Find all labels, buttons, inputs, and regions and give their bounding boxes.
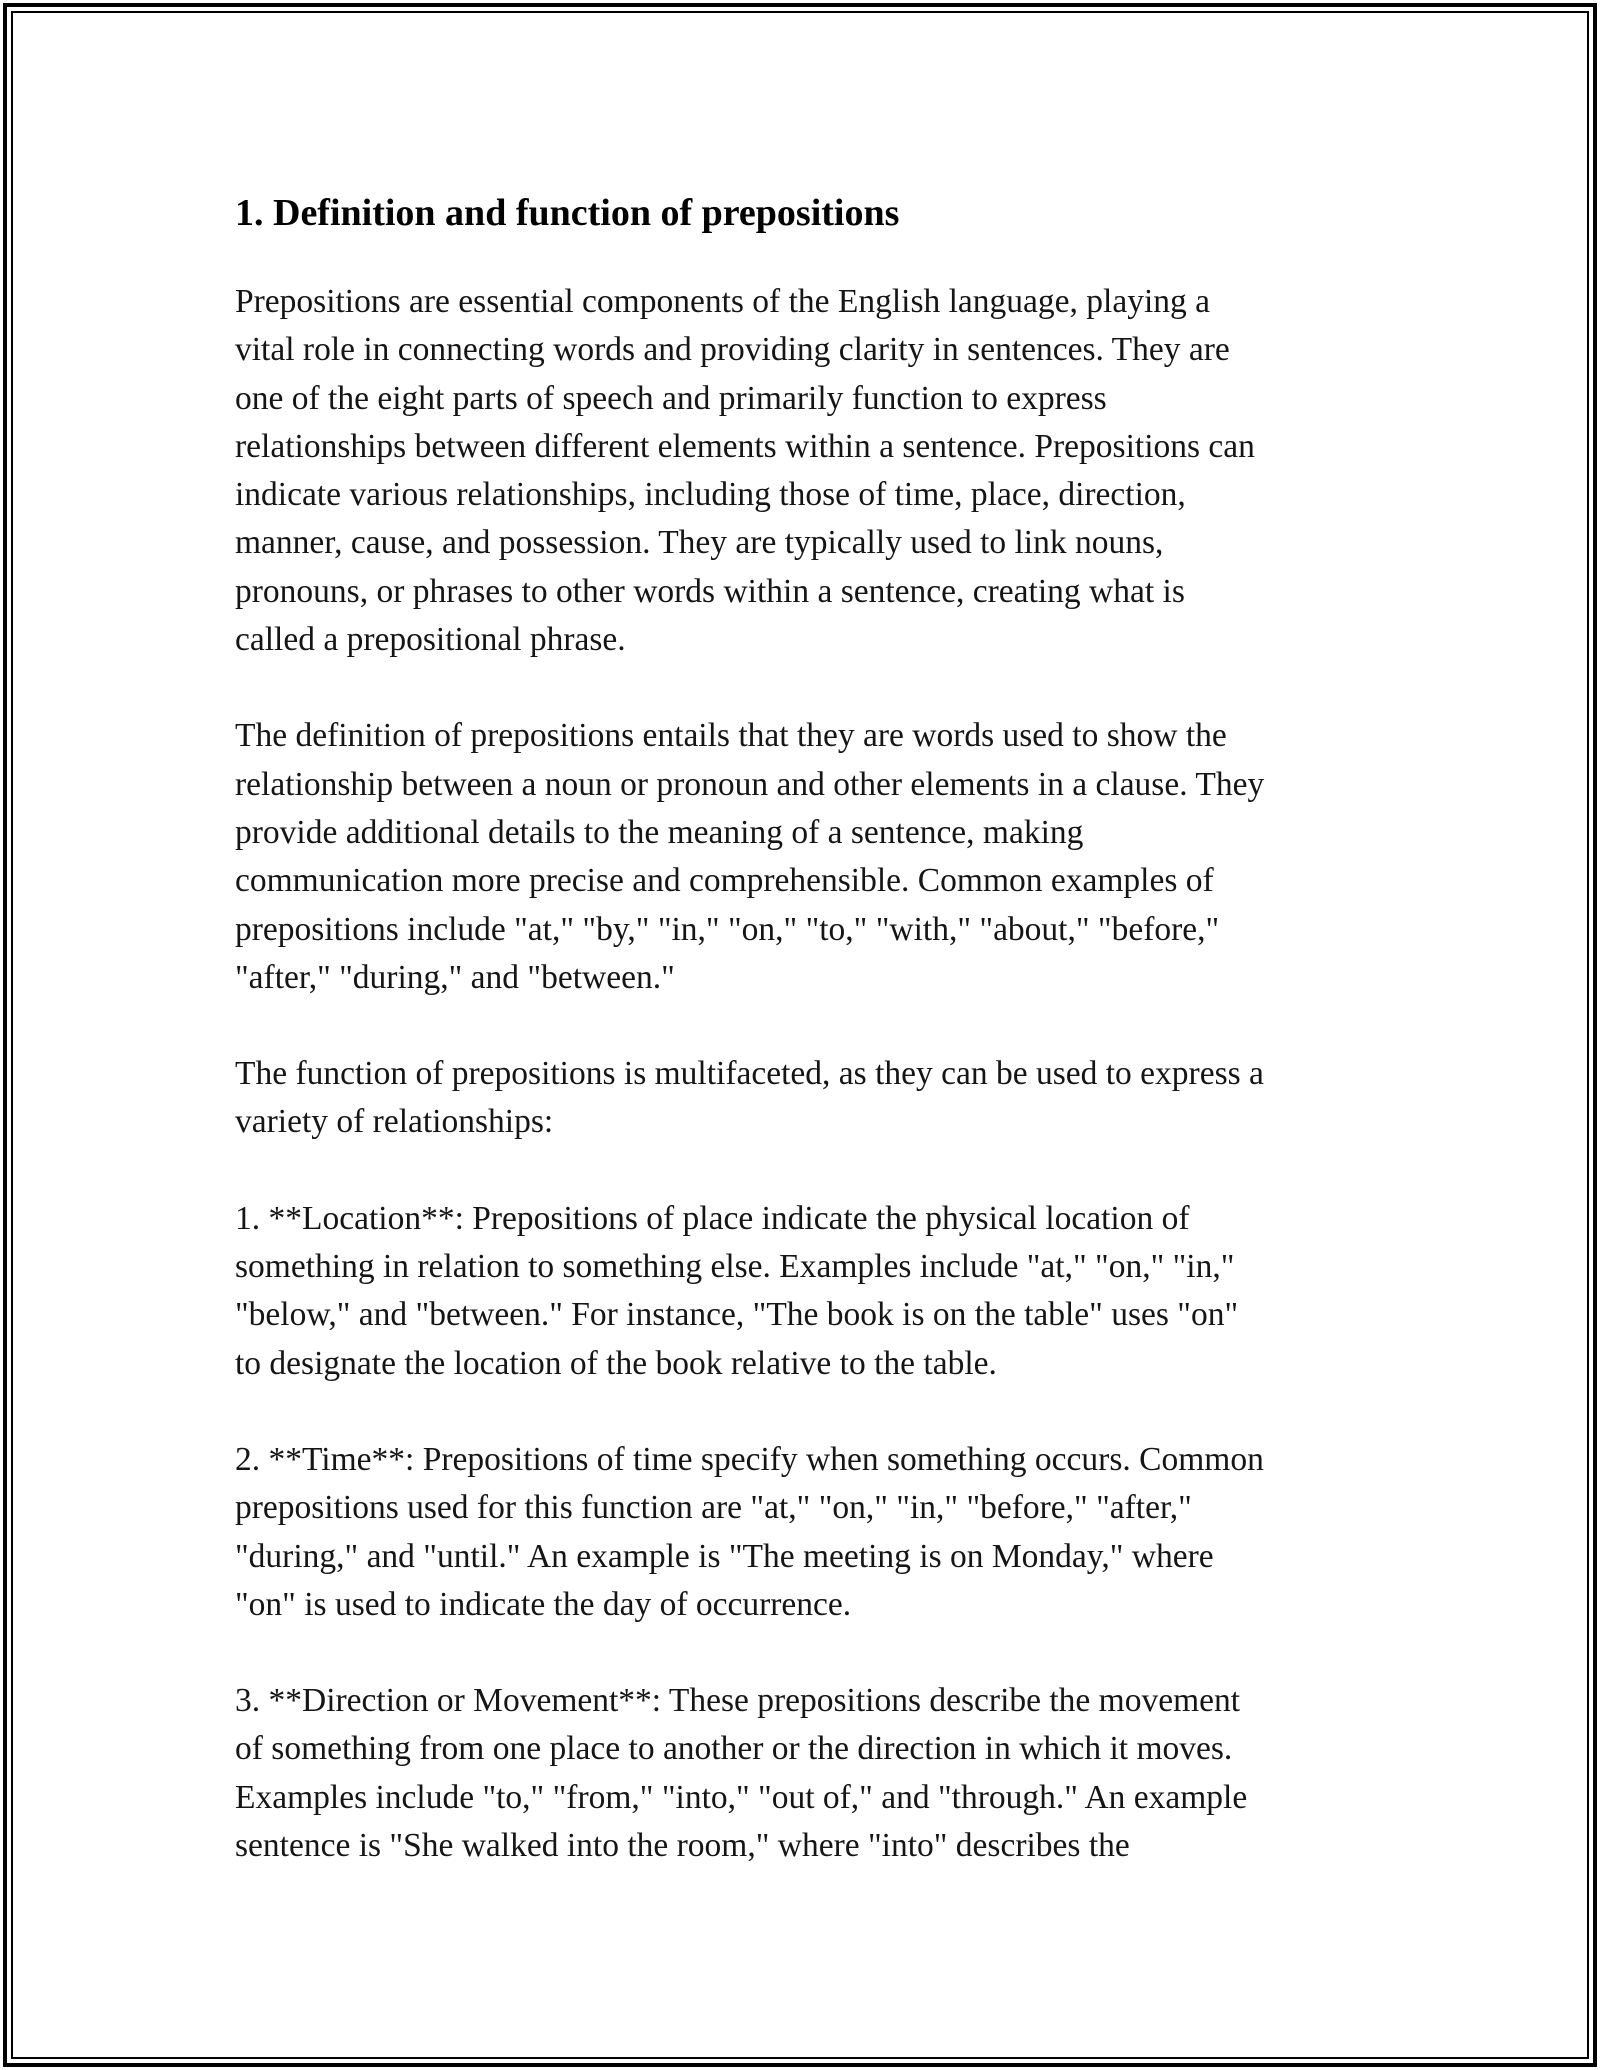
text-line: Prepositions are essential components of the English language, playing a <box>235 283 1211 320</box>
document-body <box>235 186 1385 1918</box>
section-heading: 1. Definition and function of prepositions <box>235 192 900 234</box>
paragraph-intro <box>235 278 1385 664</box>
text-line: communication more precise and comprehensible. Common examples of <box>235 862 1214 900</box>
text-line: to designate the location of the book relative to the table. <box>235 1344 997 1382</box>
text-line: manner, cause, and possession. They are typically used to link nouns, <box>235 524 1164 562</box>
text-line: 1. **Location**: Prepositions of place indicate the physical location of <box>235 1199 1190 1237</box>
text-line: called a prepositional phrase. <box>235 621 626 659</box>
text-line: indicate various relationships, including those of time, place, direction, <box>235 476 1186 514</box>
list-item-location <box>235 1195 1385 1388</box>
list-item-direction <box>235 1677 1385 1870</box>
text-line: vital role in connecting words and providing clarity in sentences. They are <box>235 331 1230 369</box>
text-line: The function of prepositions is multifaceted, as they can be used to express a <box>235 1055 1264 1093</box>
text-line: 3. **Direction or Movement**: These prepositions describe the movement <box>235 1682 1241 1720</box>
text-line: relationship between a noun or pronoun and other elements in a clause. They <box>235 765 1265 803</box>
text-line: "after," "during," and "between." <box>235 958 675 996</box>
text-line: one of the eight parts of speech and primarily function to express <box>235 379 1107 417</box>
text-line: prepositions include "at," "by," "in," "on," "to," "with," "about," "before," <box>235 910 1220 948</box>
text-line: "during," and "until." An example is "The meeting is on Monday," where <box>235 1537 1214 1575</box>
text-line: Examples include "to," "from," "into," "out of," and "through." An example <box>235 1778 1248 1816</box>
text-line: 2. **Time**: Prepositions of time specify when something occurs. Common <box>235 1440 1264 1478</box>
text-line: The definition of prepositions entails that they are words used to show the <box>235 717 1227 755</box>
text-line: of something from one place to another or the direction in which it moves. <box>235 1730 1233 1768</box>
text-line: provide additional details to the meaning of a sentence, making <box>235 813 1084 851</box>
text-line: "on" is used to indicate the day of occurrence. <box>235 1585 852 1623</box>
text-line: something in relation to something else. Examples include "at," "on," "in," <box>235 1248 1235 1286</box>
paragraph-definition <box>235 712 1385 1002</box>
text-line: "below," and "between." For instance, "The book is on the table" uses "on" <box>235 1296 1239 1334</box>
text-line: relationships between different elements within a sentence. Prepositions can <box>235 427 1255 465</box>
text-line: pronouns, or phrases to other words within a sentence, creating what is <box>235 572 1185 610</box>
list-item-time <box>235 1436 1385 1629</box>
paragraph-function <box>235 1050 1385 1147</box>
text-line: prepositions used for this function are "at," "on," "in," "before," "after," <box>235 1489 1192 1527</box>
text-line: sentence is "She walked into the room," where "into" describes the <box>235 1827 1130 1865</box>
text-line: variety of relationships: <box>235 1103 554 1141</box>
